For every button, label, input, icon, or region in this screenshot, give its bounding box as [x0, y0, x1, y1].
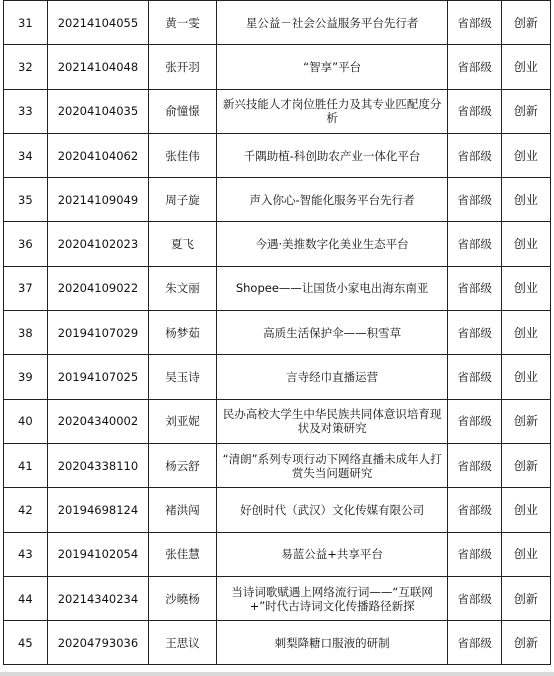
- student-id-cell: 20204104062: [47, 133, 149, 177]
- project-title-cell: “智享”平台: [216, 45, 447, 89]
- student-name-cell: 刘亚妮: [149, 399, 217, 443]
- project-title-cell: 刺梨降糖口服液的研制: [216, 621, 447, 665]
- project-type-cell: 创新: [501, 89, 550, 133]
- student-name-cell: 张开羽: [149, 45, 217, 89]
- row-number-cell: 45: [4, 621, 48, 665]
- project-level-cell: 省部级: [448, 399, 501, 443]
- table-row: [4, 178, 551, 222]
- row-number-cell: 44: [4, 576, 48, 620]
- student-name-cell: 王思议: [149, 621, 217, 665]
- student-name-cell: 黄一雯: [149, 1, 217, 45]
- student-name-cell: 杨梦茹: [149, 311, 217, 355]
- project-level-cell: 省部级: [448, 1, 501, 45]
- student-name-cell: 吴玉诗: [149, 355, 217, 399]
- row-number-cell: 39: [4, 355, 48, 399]
- student-id-cell: 20204104035: [47, 89, 149, 133]
- project-level-cell: 省部级: [448, 488, 501, 532]
- project-type-cell: 创新: [501, 443, 550, 487]
- student-id-cell: 20214340234: [47, 576, 149, 620]
- project-type-cell: 创业: [501, 311, 550, 355]
- student-name-cell: 俞憧憬: [149, 89, 217, 133]
- project-type-cell: 创业: [501, 266, 550, 310]
- project-level-cell: 省部级: [448, 178, 501, 222]
- student-name-cell: 杨云舒: [149, 443, 217, 487]
- student-id-cell: 20194698124: [47, 488, 149, 532]
- project-title-cell: 高质生活保护伞——积雪草: [216, 311, 447, 355]
- row-number-cell: 41: [4, 443, 48, 487]
- student-id-cell: 20214109049: [47, 178, 149, 222]
- row-number-cell: 36: [4, 222, 48, 266]
- project-title-cell: 当诗词歌赋遇上网络流行词——“互联网+”时代古诗词文化传播路径新探: [216, 576, 447, 620]
- row-number-cell: 38: [4, 311, 48, 355]
- table-row: [4, 621, 551, 665]
- student-id-cell: 20214104055: [47, 1, 149, 45]
- student-name-cell: 张佳伟: [149, 133, 217, 177]
- project-type-cell: 创业: [501, 222, 550, 266]
- student-name-cell: 周子旋: [149, 178, 217, 222]
- project-type-cell: 创业: [501, 45, 550, 89]
- row-number-cell: 35: [4, 178, 48, 222]
- project-level-cell: 省部级: [448, 133, 501, 177]
- project-title-cell: 新兴技能人才岗位胜任力及其专业匹配度分析: [216, 89, 447, 133]
- row-number-cell: 34: [4, 133, 48, 177]
- project-level-cell: 省部级: [448, 576, 501, 620]
- row-number-cell: 32: [4, 45, 48, 89]
- student-id-cell: 20204109022: [47, 266, 149, 310]
- table-row: [4, 133, 551, 177]
- row-number-cell: 40: [4, 399, 48, 443]
- project-title-cell: 千隅助植-科创助农产业一体化平台: [216, 133, 447, 177]
- project-level-cell: 省部级: [448, 89, 501, 133]
- project-title-cell: 民办高校大学生中华民族共同体意识培育现状及对策研究: [216, 399, 447, 443]
- project-level-cell: 省部级: [448, 355, 501, 399]
- student-id-cell: 20194107025: [47, 355, 149, 399]
- project-level-cell: 省部级: [448, 621, 501, 665]
- student-id-cell: 20194107029: [47, 311, 149, 355]
- project-title-cell: 易蓝公益+共享平台: [216, 532, 447, 576]
- project-type-cell: 创业: [501, 532, 550, 576]
- student-name-cell: 朱文丽: [149, 266, 217, 310]
- project-title-cell: 星公益－社会公益服务平台先行者: [216, 1, 447, 45]
- student-id-cell: 20204338110: [47, 443, 149, 487]
- student-name-cell: 沙曉杨: [149, 576, 217, 620]
- student-id-cell: 20204102023: [47, 222, 149, 266]
- project-title-cell: Shopee——让国货小家电出海东南亚: [216, 266, 447, 310]
- table-row: [4, 89, 551, 133]
- project-level-cell: 省部级: [448, 266, 501, 310]
- project-level-cell: 省部级: [448, 532, 501, 576]
- project-level-cell: 省部级: [448, 45, 501, 89]
- project-type-cell: 创新: [501, 621, 550, 665]
- table-row: [4, 488, 551, 532]
- table-row: [4, 576, 551, 620]
- project-title-cell: 今遇·美推数字化美业生态平台: [216, 222, 447, 266]
- project-level-cell: 省部级: [448, 222, 501, 266]
- student-id-cell: 20204793036: [47, 621, 149, 665]
- row-number-cell: 43: [4, 532, 48, 576]
- table-row: [4, 266, 551, 310]
- student-name-cell: 夏飞: [149, 222, 217, 266]
- project-type-cell: 创业: [501, 133, 550, 177]
- row-number-cell: 37: [4, 266, 48, 310]
- project-type-cell: 创业: [501, 488, 550, 532]
- project-type-cell: 创新: [501, 576, 550, 620]
- row-number-cell: 31: [4, 1, 48, 45]
- row-number-cell: 42: [4, 488, 48, 532]
- table-row: [4, 311, 551, 355]
- project-type-cell: 创新: [501, 399, 550, 443]
- table-row: [4, 532, 551, 576]
- project-title-cell: 言寺经巾直播运营: [216, 355, 447, 399]
- student-name-cell: 张佳慧: [149, 532, 217, 576]
- table-row: [4, 399, 551, 443]
- table-row: [4, 443, 551, 487]
- row-number-cell: 33: [4, 89, 48, 133]
- table-row: [4, 45, 551, 89]
- project-type-cell: 创新: [501, 1, 550, 45]
- project-title-cell: “清朗”系列专项行动下网络直播未成年人打赏失当问题研究: [216, 443, 447, 487]
- project-title-cell: 好创时代（武汉）文化传媒有限公司: [216, 488, 447, 532]
- student-id-cell: 20214104048: [47, 45, 149, 89]
- table-body: [4, 1, 551, 665]
- table-row: [4, 222, 551, 266]
- project-level-cell: 省部级: [448, 311, 501, 355]
- student-id-cell: 20204340002: [47, 399, 149, 443]
- project-level-cell: 省部级: [448, 443, 501, 487]
- project-type-cell: 创业: [501, 355, 550, 399]
- page-bottom-edge: [0, 672, 554, 676]
- project-table: [3, 0, 551, 665]
- project-type-cell: 创业: [501, 178, 550, 222]
- student-name-cell: 褚洪闯: [149, 488, 217, 532]
- student-id-cell: 20194102054: [47, 532, 149, 576]
- table-row: [4, 355, 551, 399]
- project-title-cell: 声入你心-智能化服务平台先行者: [216, 178, 447, 222]
- table-row: [4, 1, 551, 45]
